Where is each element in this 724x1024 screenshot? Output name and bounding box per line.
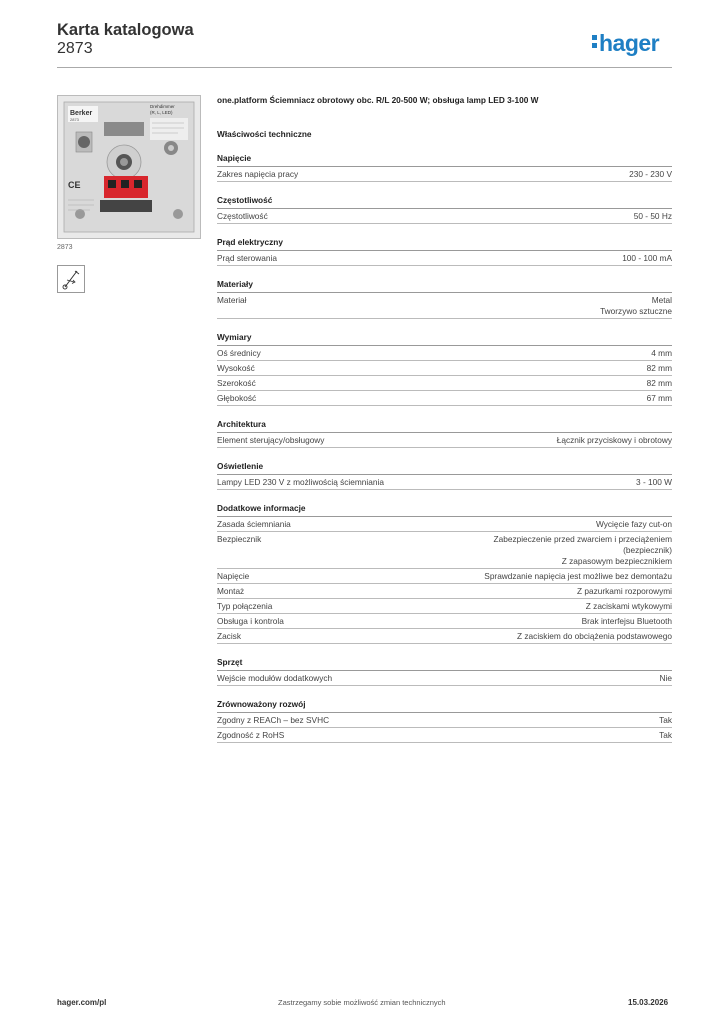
image-caption: 2873 bbox=[57, 244, 73, 251]
section-current bbox=[217, 237, 672, 266]
product-code: 2873 bbox=[57, 40, 93, 57]
table-row bbox=[217, 376, 672, 391]
dimmer-symbol-icon bbox=[57, 265, 85, 293]
row-key: Zasada ściemniania bbox=[217, 519, 291, 529]
svg-text:CE: CE bbox=[68, 180, 81, 190]
row-value: Z zaciskiem do obciążenia podstawowego bbox=[517, 631, 672, 641]
row-key: Montaż bbox=[217, 586, 245, 596]
section-voltage bbox=[217, 153, 672, 182]
row-value: 50 - 50 Hz bbox=[633, 211, 672, 221]
row-key: Szerokość bbox=[217, 378, 256, 388]
table-row bbox=[217, 728, 672, 743]
product-title: one.platform Ściemniacz obrotowy obc. R/L 20-500 W; obsługa lamp LED 3-100 W bbox=[217, 95, 539, 105]
section-lighting bbox=[217, 461, 672, 490]
table-row bbox=[217, 433, 672, 448]
table-row bbox=[217, 584, 672, 599]
row-value: Metal Tworzywo sztuczne bbox=[600, 295, 672, 316]
product-image bbox=[57, 95, 201, 239]
row-value: 100 - 100 mA bbox=[622, 253, 672, 263]
row-value: Brak interfejsu Bluetooth bbox=[581, 616, 672, 626]
table-row bbox=[217, 569, 672, 584]
row-key: Zacisk bbox=[217, 631, 241, 641]
row-value: Z pazurkami rozporowymi bbox=[577, 586, 672, 596]
image-model-label: 2873 bbox=[70, 117, 79, 122]
row-key: Wejście modułów dodatkowych bbox=[217, 673, 333, 683]
footer-website-link[interactable]: hager.com/pl bbox=[57, 998, 107, 1007]
section-title: Napięcie bbox=[217, 153, 672, 167]
table-row bbox=[217, 713, 672, 728]
section-additional-info bbox=[217, 503, 672, 644]
image-brand-label: Berker bbox=[70, 110, 93, 117]
image-type-sub-label: (R, L, LED) bbox=[150, 110, 173, 115]
section-dimensions bbox=[217, 332, 672, 406]
table-row bbox=[217, 614, 672, 629]
spec-table bbox=[217, 148, 672, 743]
row-value: Tak bbox=[659, 715, 672, 725]
row-key: Wysokość bbox=[217, 363, 255, 373]
row-key: Częstotliwość bbox=[217, 211, 268, 221]
row-key: Prąd sterowania bbox=[217, 253, 277, 263]
image-type-label: Drehdimmer bbox=[150, 104, 175, 109]
row-value: Łącznik przyciskowy i obrotowy bbox=[556, 435, 672, 445]
section-hardware bbox=[217, 657, 672, 686]
table-row bbox=[217, 475, 672, 490]
row-key: Bezpiecznik bbox=[217, 534, 262, 544]
logo-text: hager bbox=[599, 30, 660, 56]
section-title: Zrównoważony rozwój bbox=[217, 699, 672, 713]
table-row bbox=[217, 532, 672, 569]
section-sustainability bbox=[217, 699, 672, 743]
row-value: 4 mm bbox=[651, 348, 672, 358]
section-frequency bbox=[217, 195, 672, 224]
table-row bbox=[217, 209, 672, 224]
table-row bbox=[217, 391, 672, 406]
row-value: 67 mm bbox=[646, 393, 672, 403]
row-value: 230 - 230 V bbox=[629, 169, 672, 179]
row-value: 82 mm bbox=[646, 378, 672, 388]
section-title: Wymiary bbox=[217, 332, 672, 346]
row-value: Sprawdzanie napięcia jest możliwe bez demontażu bbox=[484, 571, 672, 581]
row-value: Nie bbox=[659, 673, 672, 683]
table-row bbox=[217, 346, 672, 361]
footer-disclaimer: Zastrzegamy sobie możliwość zmian technicznych bbox=[278, 998, 446, 1007]
page-title: Karta katalogowa bbox=[57, 21, 194, 39]
row-key: Element sterujący/obsługowy bbox=[217, 435, 325, 445]
row-key: Materiał bbox=[217, 295, 247, 305]
footer-date: 15.03.2026 bbox=[628, 998, 669, 1007]
section-title: Materiały bbox=[217, 279, 672, 293]
section-architecture bbox=[217, 419, 672, 448]
table-row bbox=[217, 361, 672, 376]
section-title: Architektura bbox=[217, 419, 672, 433]
row-value: Wycięcie fazy cut-on bbox=[595, 519, 672, 529]
dimmer-illustration bbox=[58, 96, 200, 238]
section-title: Prąd elektryczny bbox=[217, 237, 672, 251]
row-value: 82 mm bbox=[646, 363, 672, 373]
header-divider bbox=[57, 67, 672, 68]
table-row bbox=[217, 629, 672, 644]
hager-logo[interactable] bbox=[592, 30, 659, 56]
row-value: Zabezpieczenie przed zwarciem i przeciążeniem (bezpiecznik) Z zapasowym bezpiecznikiem bbox=[493, 534, 672, 566]
properties-heading: Właściwości techniczne bbox=[217, 129, 312, 139]
row-key: Głębokość bbox=[217, 393, 257, 403]
table-row bbox=[217, 251, 672, 266]
section-materials bbox=[217, 279, 672, 319]
table-row bbox=[217, 671, 672, 686]
table-row bbox=[217, 167, 672, 182]
logo-dots-icon bbox=[592, 30, 597, 48]
row-value: Z zaciskami wtykowymi bbox=[585, 601, 672, 611]
row-key: Typ połączenia bbox=[217, 601, 273, 611]
row-key: Oś średnicy bbox=[217, 348, 261, 358]
row-key: Zakres napięcia pracy bbox=[217, 169, 299, 179]
table-row bbox=[217, 517, 672, 532]
section-title: Sprzęt bbox=[217, 657, 672, 671]
row-key: Zgodny z REACh – bez SVHC bbox=[217, 715, 330, 725]
section-title: Oświetlenie bbox=[217, 461, 672, 475]
row-key: Lampy LED 230 V z możliwością ściemniania bbox=[217, 477, 384, 487]
row-key: Napięcie bbox=[217, 571, 250, 581]
row-value: 3 - 100 W bbox=[636, 477, 672, 487]
row-key: Zgodność z RoHS bbox=[217, 730, 285, 740]
table-row bbox=[217, 599, 672, 614]
section-title: Częstotliwość bbox=[217, 195, 672, 209]
section-title: Dodatkowe informacje bbox=[217, 503, 672, 517]
table-row bbox=[217, 293, 672, 319]
row-key: Obsługa i kontrola bbox=[217, 616, 284, 626]
row-value: Tak bbox=[659, 730, 672, 740]
